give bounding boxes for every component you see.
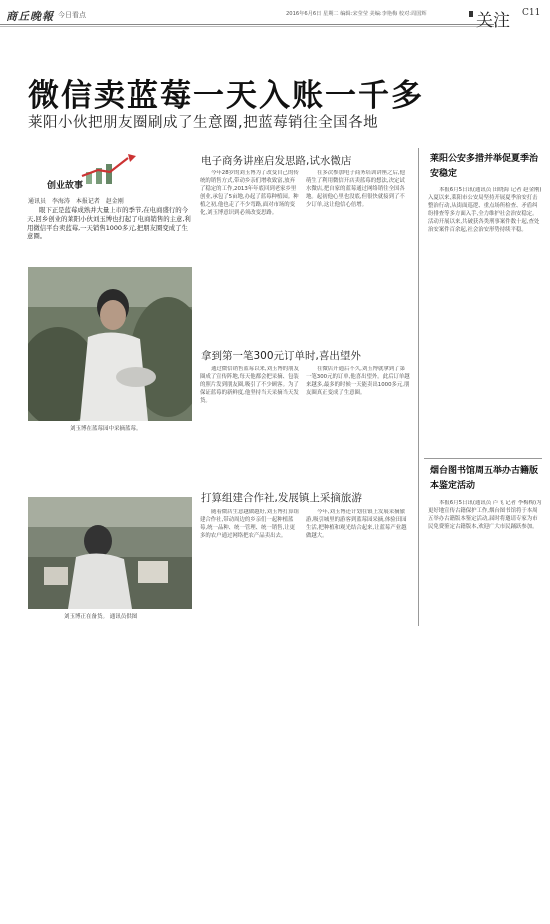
edition-label: 今日看点	[58, 11, 86, 19]
section-title: 关注	[476, 11, 510, 31]
article-headline: 微信卖蓝莓一天入账一千多	[28, 78, 424, 114]
issue-meta: 2016年6月6日 星期二 编辑:宋莹莹 美编:李艳梅 校对:周国辉	[286, 11, 427, 17]
section1-title: 电子商务讲座启发思路,试水微店	[201, 155, 352, 167]
section1-col1: 今年28岁的刘玉博为了改变自己的传统的销售方式,带动乡亲们增收致富,放弃了稳定的工作,2013年年底回到老家乡里创业,承包了5亩地,办起了蓝莓种植园。种植之初,他也走了不少弯路,面对市场的变化,刘玉博意识到必须改变思路。	[200, 170, 299, 216]
photo-packing-goods	[28, 497, 192, 609]
sidebar-story1-body: 本报6月5日讯(通讯员 田晓海 记者 赵金刚)入夏以来,莱阳市公安局坚持开展夏季治安打击整治行动,从街面巡逻、重点场所检查、矛盾纠纷排查等多方面入手,全力维护社会治安稳定。活动开展以来,共破获各类刑事案件数十起,查处治安案件百余起,社会治安形势持续平稳。	[428, 187, 542, 233]
trend-arrow-icon	[78, 150, 144, 186]
section3-col1: 随着微店生意越做越好,刘玉博打算组建合作社,带动周边的乡亲们一起种植蓝莓,统一品种、统一管理、统一销售,让更多的农户通过网络把农产品卖出去。	[200, 509, 299, 539]
section2-title: 拿到第一笔300元订单时,喜出望外	[201, 350, 361, 362]
article-byline: 通讯员 李海涛 本报记者 赵金刚	[28, 198, 124, 205]
page-number: C11	[522, 8, 541, 18]
photo1-caption: 刘玉博在蓝莓园中采摘蓝莓。	[70, 426, 142, 432]
section-marker-icon	[469, 11, 473, 17]
masthead	[0, 0, 550, 31]
masthead-rule-thin	[0, 26, 494, 27]
section2-col2: 在微店开通后不久,刘玉博就拿到了第一笔300元的订单,他喜出望外。此后订单越来越多,最多的时候一天能卖出1000多元,朋友圈真正变成了生意圈。	[306, 366, 410, 396]
sidebar-rule	[424, 458, 542, 459]
photo-farmer-picking	[28, 267, 192, 421]
newspaper-logo: 商丘晚報	[6, 10, 54, 23]
section1-col2: 在多次参加电子商务培训讲座之后,他萌生了利用微信开店卖蓝莓的想法,决定试水微店,把自家的蓝莓通过网络销往全国各地。起初他心里也没底,但很快就接到了不少订单,这让他信心倍增。	[306, 170, 405, 208]
article-subheadline: 莱阳小伙把朋友圈刷成了生意圈,把蓝莓销往全国各地	[28, 115, 379, 131]
sidebar-story1-headline: 莱阳公安多措并举促夏季治安稳定	[430, 154, 539, 179]
section3-col2: 今年,刘玉博还计划在镇上发展采摘旅游,吸引城里的游客到蓝莓园采摘,体验田园生活,把种植和观光结合起来,让蓝莓产业越做越大。	[306, 509, 407, 539]
section3-title: 打算组建合作社,发展镇上采摘旅游	[201, 492, 362, 504]
masthead-rule	[0, 24, 494, 25]
section2-col1: 通过微信销售蓝莓以来,刘玉博的朋友圈成了宣传阵地,每天他都会把采摘、包装的照片发到朋友圈,吸引了不少顾客。为了保证蓝莓的新鲜度,他坚持当天采摘当天发货。	[200, 366, 299, 404]
photo-packing-goods-image	[28, 497, 192, 609]
photo-farmer-picking-image	[28, 267, 192, 421]
topic-label: 创业故事	[47, 181, 84, 191]
sidebar-story2-body: 本报6月5日讯(通讯员 卢飞 记者 李梅梅)为更好地宣传古籍保护工作,烟台图书馆将于本周五举办古籍版本鉴定活动,届时将邀请专家为市民免费鉴定古籍版本,欢迎广大市民踊跃参加。	[428, 500, 542, 530]
photo2-caption: 刘玉博正在备货。 通讯员供图	[64, 614, 138, 620]
article-lead: 眼下正是蓝莓成熟并大量上市的季节,在电商盛行的今天,回乡创业的莱阳小伙刘玉博也打起了电商销售的主意,利用微信平台卖蓝莓,一天销售1000多元,把朋友圈变成了生意圈。	[27, 206, 191, 241]
sidebar-divider	[418, 148, 419, 626]
sidebar-story2-headline: 烟台图书馆周五举办古籍版本鉴定活动	[430, 466, 539, 491]
